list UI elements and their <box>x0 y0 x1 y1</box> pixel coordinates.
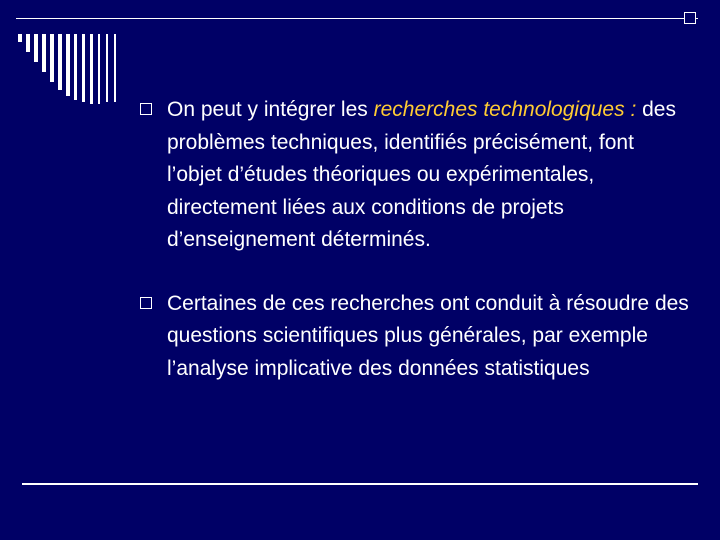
square-bullet-icon <box>140 297 152 309</box>
decorative-bar <box>58 34 62 90</box>
bullet-1-highlight: recherches technologiques : <box>373 98 637 121</box>
bullet-1-rest: des problèmes techniques, identifiés précisément, font l’objet d’études théoriques ou expérimentales, directement liées aux conditions de projets d’enseignement déterminés. <box>167 98 676 251</box>
decorative-bar <box>114 34 116 102</box>
decorative-bar <box>98 34 100 104</box>
decorative-bar <box>18 34 22 42</box>
square-bullet-icon <box>140 103 152 115</box>
corner-square-icon <box>684 12 696 24</box>
decorative-bar <box>34 34 38 62</box>
bullet-item-1 <box>140 94 690 257</box>
bullet-text-1 <box>167 94 690 257</box>
decorative-bar <box>82 34 85 102</box>
bottom-rule-line <box>22 483 698 485</box>
decorative-bar <box>66 34 70 96</box>
bullet-item-2 <box>140 288 690 386</box>
top-rule-line <box>16 18 698 19</box>
bullet-text-2: Certaines de ces recherches ont conduit à résoudre des questions scientifiques plus générales, par exemple l’analyse implicative des données statistiques <box>167 291 689 380</box>
decorative-bar <box>74 34 77 100</box>
decorative-bar <box>106 34 108 102</box>
decorative-bar <box>50 34 54 82</box>
decorative-bar <box>90 34 93 104</box>
decorative-bar <box>26 34 30 52</box>
bullet-1-intro: On peut y intégrer les <box>167 98 374 121</box>
decorative-bar <box>42 34 46 72</box>
slide-body <box>140 94 690 385</box>
